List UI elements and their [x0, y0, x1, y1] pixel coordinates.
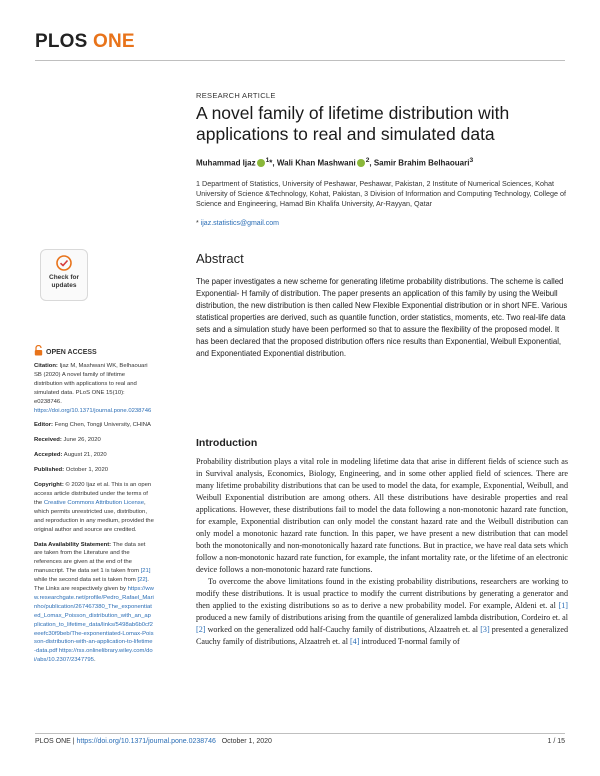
- copyright-block: [34, 481, 154, 534]
- editor-text: Feng Chen, Tongji University, CHINA: [52, 422, 151, 429]
- affiliation-number: 3: [364, 189, 369, 198]
- citation-text: Ijaz M, Mashwani WK, Belhaouari SB (2020) A novel family of lifetime distribution with applications to real and simulated data. PLoS ONE 15(10): e0238746.: [34, 363, 148, 405]
- reference-link[interactable]: [22]: [137, 577, 148, 584]
- paragraph: [196, 576, 568, 648]
- footer-divider: [35, 733, 565, 734]
- published-label: Published:: [34, 467, 65, 474]
- author-name[interactable]: Wali Khan Mashwani: [276, 158, 356, 168]
- email-link[interactable]: ijaz.statistics@gmail.com: [200, 220, 279, 227]
- page-number: 1 / 15: [547, 738, 565, 745]
- footer-date: October 1, 2020: [221, 738, 272, 745]
- check-updates-label: Check for updates: [49, 274, 79, 289]
- data-availability-text: The data set are taken from the Literature and the references are given at the end of the manuscript. The data set 1 is taken from: [34, 541, 146, 575]
- author-name[interactable]: Samir Brahim Belhaouari: [373, 158, 470, 168]
- citation-label: Citation:: [34, 363, 58, 369]
- introduction-heading: Introduction: [196, 437, 258, 449]
- editor-label: Editor:: [34, 422, 53, 429]
- published-date: October 1, 2020: [64, 467, 108, 474]
- paragraph-text: To overcome the above limitations found in the existing probability distributions, researchers are working to modify these distributions. It is usual practice to modify the current distributions by generating a generator and then applied to the existing distributions so as to derive a new probability model. For example, Aldeni et. al: [196, 577, 568, 610]
- affiliation-sup: 2: [365, 157, 370, 164]
- page-footer: [35, 738, 565, 745]
- accepted-date: August 21, 2020: [62, 452, 107, 459]
- published-block: [34, 466, 154, 475]
- data-availability-text: . The Links are respectively given by: [34, 577, 149, 593]
- abstract-text: The paper investigates a new scheme for generating lifetime probability distributions. The scheme is called Exponential- H family of distribution. The paper presents an application of this family by using the Weibull distribution, the new distribution is then called New Flexible Exponential distribution or in short NFE. Various statistical properties are derived, such as quantile function, order statistics, moments, etc. Two real-life data sets and a simulation study have been performed so that to assure the flexibility of the proposed model. It has been declared that the proposed distribution offers nice results than Exponential, Weibull Exponential, and Exponentiated Exponential distribution.: [196, 277, 568, 358]
- citation-doi-link[interactable]: https://doi.org/10.1371/journal.pone.0238746: [34, 407, 152, 414]
- check-updates-icon: [56, 255, 72, 271]
- author-list: Muhammad Ijaz $^1$*, Wali Khan Mashwani $^2$, Samir Brahim Belhaouari$^3$: [196, 157, 474, 168]
- article-info-sidebar: [34, 362, 154, 671]
- data-availability-block: [34, 541, 154, 666]
- corresponding-email: [196, 220, 279, 227]
- affiliation-text: Institute of Numerical Sciences, Kohat University of Science &Technology, Kohat, Pakistan,: [196, 179, 554, 198]
- affiliation-sup: 3: [469, 157, 474, 164]
- data-link[interactable]: https://rss.onlinelibrary.wiley.com/doi/abs/10.2307/2347795: [34, 648, 153, 664]
- accepted-block: [34, 451, 154, 460]
- reference-link[interactable]: [3]: [480, 625, 490, 634]
- open-lock-icon: [34, 345, 43, 356]
- reference-link[interactable]: [4]: [349, 637, 360, 646]
- data-availability-text: while the second data set is taken from: [34, 577, 138, 584]
- affiliation-text: Division of Information and Computing Technology, College of Science and Engineering, Hamad Bin Khalifa University, Ar-Rayyan, Qatar: [196, 189, 566, 208]
- citation-block: [34, 362, 154, 415]
- license-link[interactable]: Creative Commons Attribution License: [43, 499, 145, 506]
- open-access-label: OPEN ACCESS: [46, 349, 97, 356]
- data-availability-label: Data Availability Statement:: [34, 541, 112, 548]
- affiliation-text: Department of Statistics, University of Peshawar, Peshawar, Pakistan,: [202, 179, 425, 188]
- affiliation-number: 1: [196, 179, 200, 188]
- reference-link[interactable]: [1]: [558, 601, 568, 610]
- footer-separator: |: [70, 738, 77, 745]
- affiliation-number: 2: [426, 179, 431, 188]
- logo-one: ONE: [93, 31, 135, 52]
- reference-link[interactable]: [2]: [196, 625, 206, 634]
- paragraph-text: produced a new family of distributions arising from the quantile of generalized lambda distribution, Cordeiro et. al: [196, 613, 568, 622]
- paragraph-text: introduced T-normal family of: [359, 637, 460, 646]
- open-access-badge: [34, 345, 97, 356]
- orcid-icon[interactable]: [257, 159, 265, 167]
- author-name[interactable]: Muhammad Ijaz: [196, 158, 256, 168]
- footer-doi-link[interactable]: https://doi.org/10.1371/journal.pone.0238746: [76, 738, 216, 745]
- journal-logo[interactable]: [35, 31, 135, 53]
- data-link[interactable]: https://www.researchgate.net/profile/Pedro_Rafael_Marinho/publication/267467380_The_exponentiated_Lomax_Poisson_distribution_with_an_application_to_lifetime_data/links/5498ab6b0cf2eeefc30f9beb/The-exponentiated-Lomax-Poisson-distribution-with-an-application-to-lifetime-data.pdf: [34, 586, 154, 655]
- check-for-updates-button[interactable]: [40, 249, 88, 301]
- received-date: June 26, 2020: [61, 437, 101, 444]
- introduction-body: [196, 456, 568, 648]
- logo-plos: PLOS: [35, 31, 88, 52]
- editor-block: [34, 421, 154, 430]
- header-divider: [35, 60, 565, 61]
- orcid-icon[interactable]: [357, 159, 365, 167]
- abstract-heading: Abstract: [196, 251, 244, 266]
- paragraph-text: presented a generalized Cauchy family of distributions, Alzaatreh et. al: [196, 625, 568, 646]
- data-availability-text: .: [93, 657, 96, 664]
- footer-journal: PLOS ONE: [35, 738, 71, 745]
- received-label: Received:: [34, 437, 62, 444]
- corresponding-mark: *: [196, 220, 199, 227]
- copyright-text: © 2020 Ijaz et al. This is an open access article distributed under the terms of the: [34, 482, 152, 506]
- copyright-text: , which permits unrestricted use, distribution, and reproduction in any medium, provided the original author and source are credited.: [34, 499, 154, 533]
- article-type: RESEARCH ARTICLE: [196, 91, 276, 100]
- accepted-label: Accepted:: [34, 452, 63, 459]
- corresponding-mark: *: [269, 158, 273, 168]
- affiliations: [196, 179, 566, 209]
- reference-link[interactable]: [21]: [140, 568, 151, 575]
- paragraph: Probability distribution plays a vital role in modeling lifetime data that arise in different fields of science such as in Survival analysis, Economics, Biology, Engineering, and in some other applied field of sciences. There are many lifetime probability distributions that can be used to model the data, for example, Exponential, Weibull, and Weibull Exponential distribution are among others. All these distributions have desirable properties and real applications. However, these distributions fail to model the data following a non-monotonic hazard rate function, for example, Exponential distribution can only model the constant hazard rate and the Weibull distribution can only model a monotonic hazard rate function. In this paper, we have present a new distribution that can model both the monotonically and non-monotonically hazard rate functions. But in practice, we have real data sets which follow a non-monotonic hazard rate function, for example, the infant mortality rate, or the lifetime of an electronic device follows a non-monotonic hazard rate functions.: [196, 457, 568, 574]
- affiliation-sup: 1: [265, 157, 270, 164]
- copyright-label: Copyright:: [34, 482, 64, 489]
- received-block: [34, 436, 154, 445]
- paragraph-text: worked on the generalized odd half-Cauchy family of distributions, Alzaatreh et. al: [205, 625, 481, 634]
- article-title: A novel family of lifetime distribution with applications to real and simulated data: [196, 103, 510, 144]
